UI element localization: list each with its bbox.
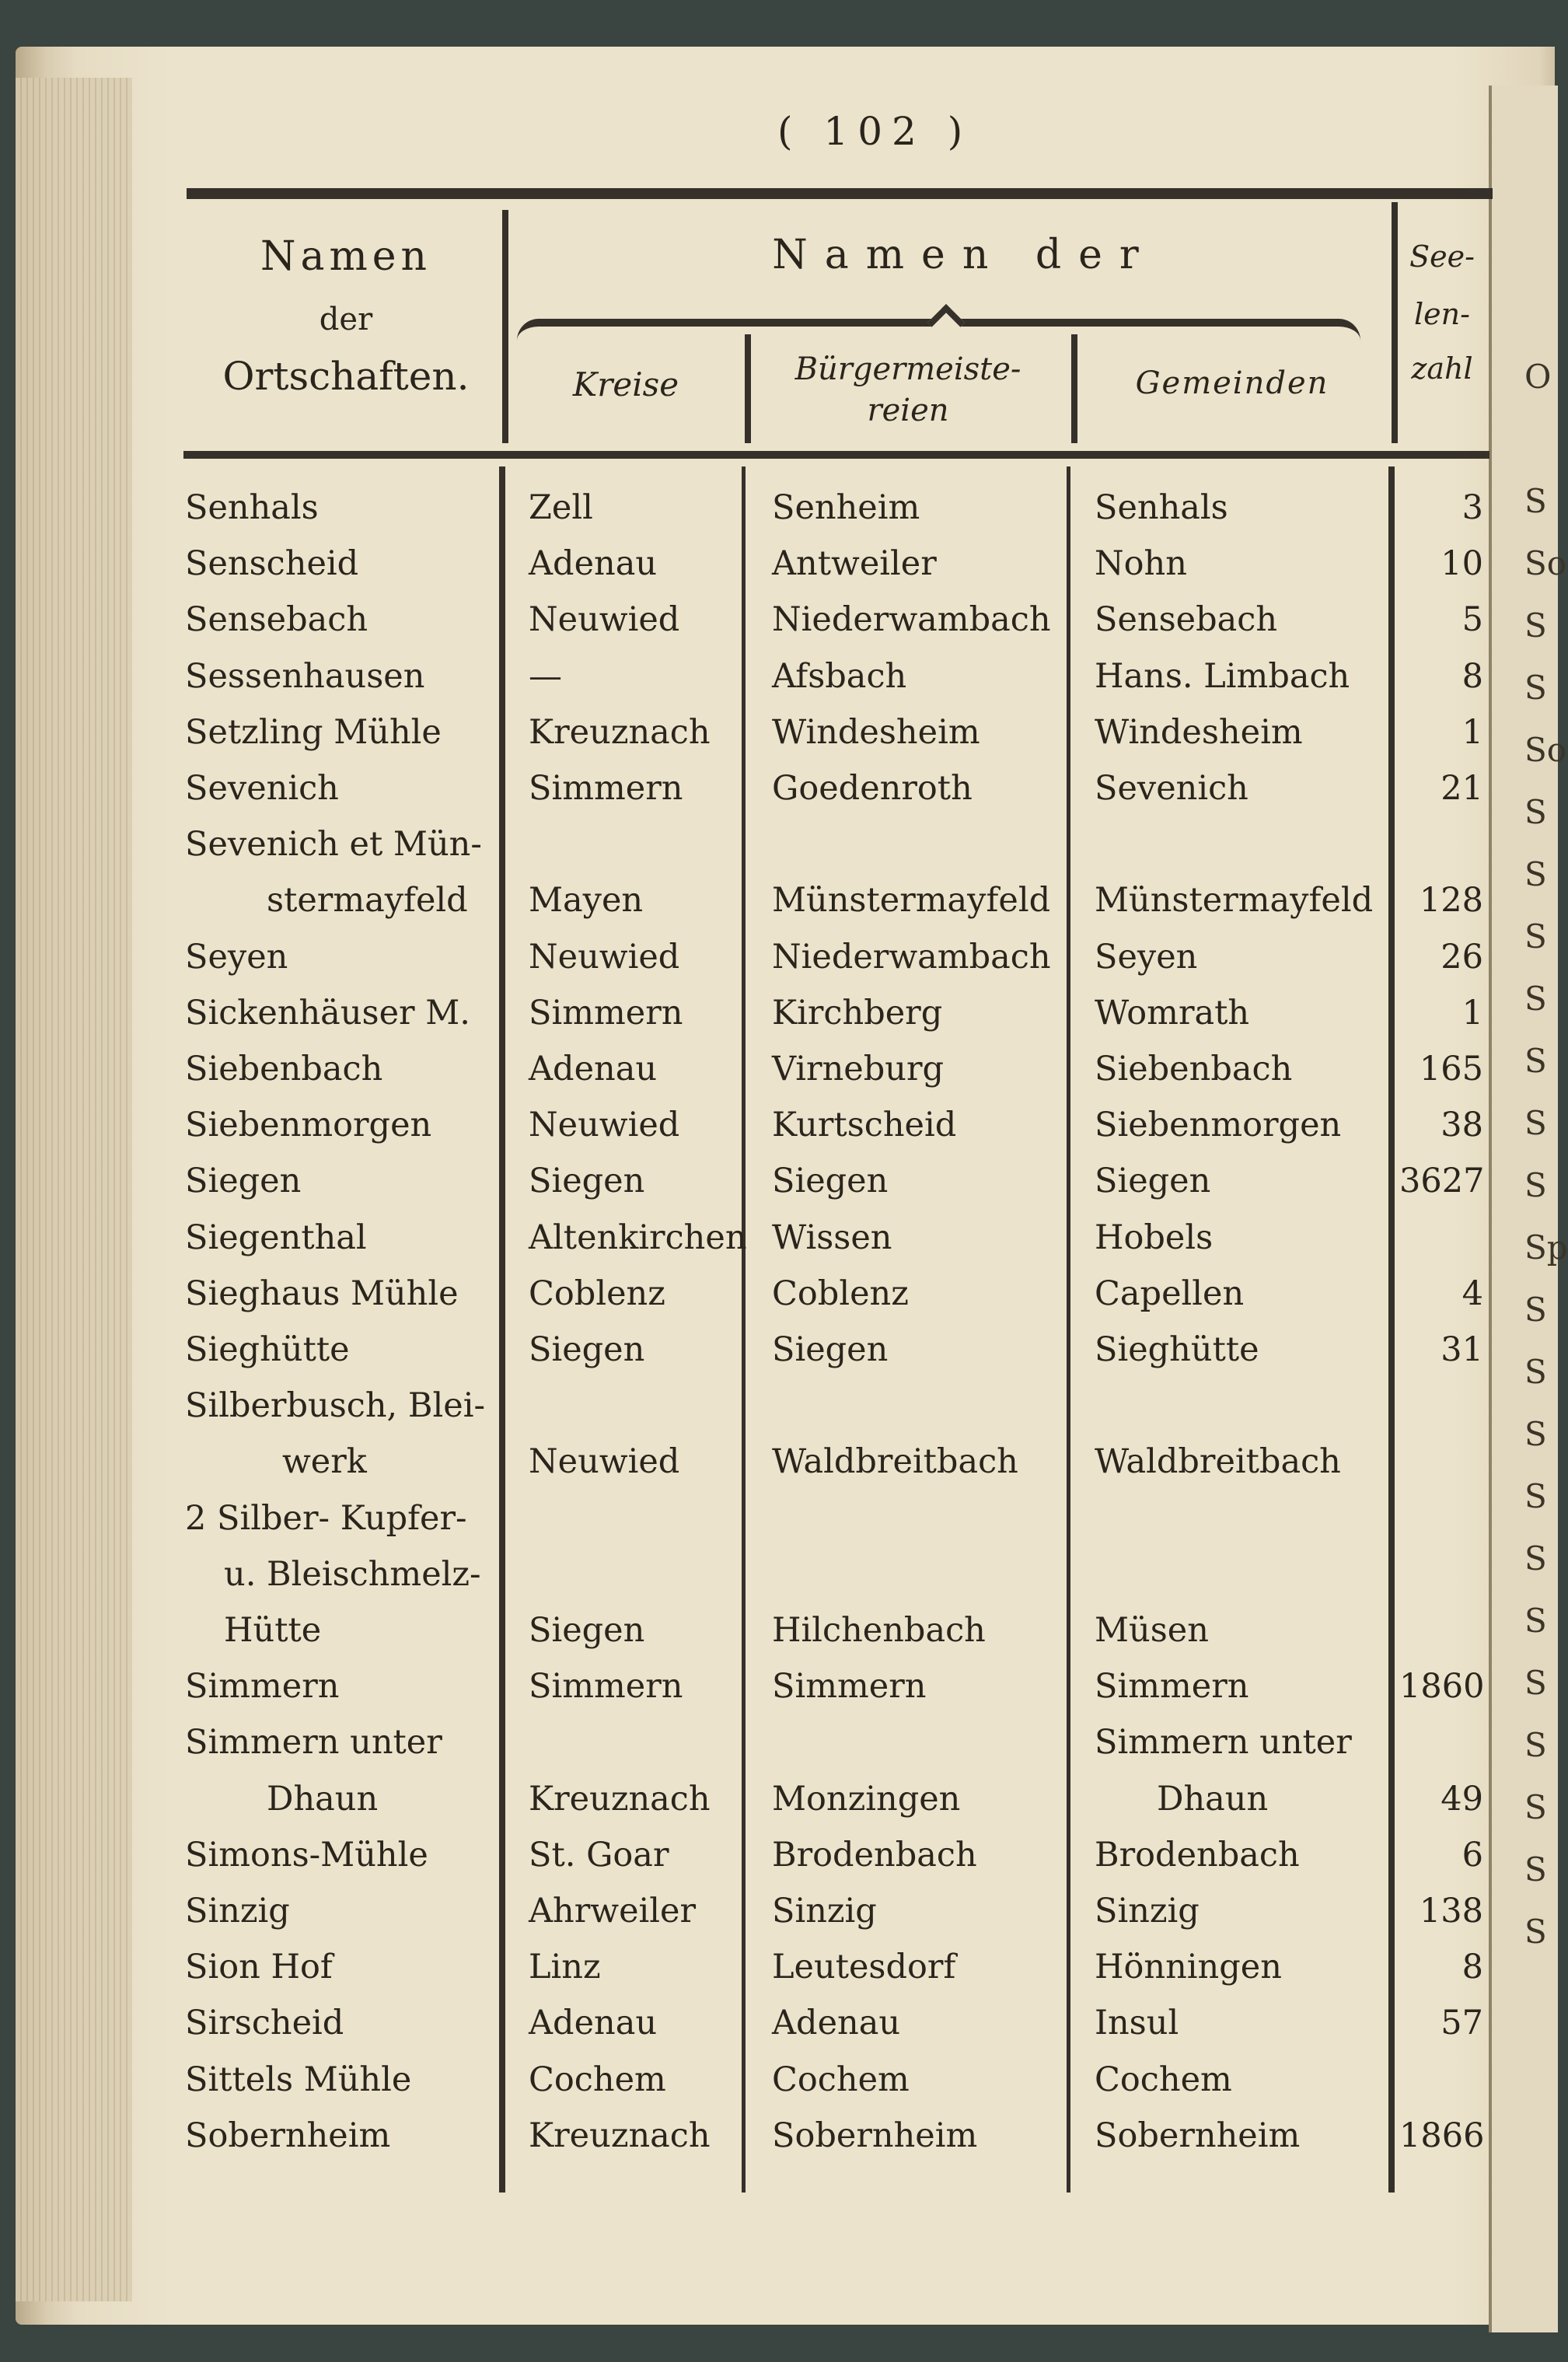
gemeinde-cell: Siebenmorgen [1095,1106,1342,1144]
facing-page-edge [1489,86,1568,2332]
facing-page-letter: S [1524,1353,1547,1391]
kreis-cell: Simmern [529,1667,683,1706]
kreis-cell: Neuwied [529,938,680,977]
facing-page-letter: S [1524,1602,1547,1640]
place-cell: werk [282,1442,367,1481]
buergermeisterei-cell: Hilchenbach [772,1611,986,1650]
kreis-cell: Siegen [529,1162,645,1200]
gemeinde-cell: Senhals [1095,488,1228,527]
column-rule [1388,466,1395,2193]
header-place-line2: der [319,302,373,337]
header-place-line1: Namen [260,233,432,280]
table-top-rule [187,188,1493,199]
buergermeisterei-cell: Brodenbach [772,1836,977,1875]
facing-page-letter: Sp [1524,1228,1568,1267]
buergermeisterei-cell: Sinzig [772,1892,877,1930]
facing-page-letter: S [1524,1913,1547,1951]
place-cell: Sirscheid [185,2004,344,2042]
place-cell: Dhaun [267,1780,379,1819]
facing-page-letter: S [1524,1477,1547,1515]
kreis-cell: Zell [529,488,593,527]
kreis-cell: Linz [529,1948,601,1986]
seelenzahl-cell: 1866 [1399,2116,1485,2155]
buergermeisterei-cell: Senheim [772,488,920,527]
place-cell: Siebenbach [185,1050,383,1088]
seelenzahl-cell: 128 [1419,881,1483,920]
kreis-cell: St. Goar [529,1836,669,1875]
seelenzahl-cell: 138 [1419,1892,1483,1930]
header-seelenzahl-line2: len- [1414,297,1470,331]
kreis-cell: Simmern [529,769,683,808]
kreis-cell: Kreuznach [529,1780,711,1819]
buergermeisterei-cell: Kirchberg [772,994,943,1033]
header-kreise: Kreise [572,365,679,404]
place-cell: Seyen [185,938,288,977]
gemeinde-cell: Simmern [1095,1667,1249,1706]
header-buergermeistereien-line2: reien [867,393,949,428]
gemeinde-cell: Sobernheim [1095,2116,1301,2155]
buergermeisterei-cell: Cochem [772,2060,910,2099]
seelenzahl-cell: 165 [1419,1050,1483,1088]
seelenzahl-cell: 57 [1441,2004,1483,2042]
column-rule [1392,202,1398,443]
place-cell: Sittels Mühle [185,2060,412,2099]
buergermeisterei-cell: Wissen [772,1218,892,1257]
kreis-cell: Adenau [529,1050,658,1088]
gemeinde-cell: Nohn [1095,544,1187,583]
kreis-cell: Ahrweiler [529,1892,697,1930]
facing-page-letter: S [1524,1166,1547,1204]
place-cell: Sinzig [185,1892,290,1930]
buergermeisterei-cell: Antweiler [772,544,937,583]
seelenzahl-cell: 49 [1441,1780,1483,1819]
buergermeisterei-cell: Simmern [772,1667,927,1706]
facing-page-letter: S [1524,793,1547,831]
header-gemeinden: Gemeinden [1135,365,1329,401]
buergermeisterei-cell: Goedenroth [772,769,973,808]
kreis-cell: Kreuznach [529,2116,711,2155]
place-cell: Senhals [185,488,319,527]
seelenzahl-cell: 21 [1441,769,1483,808]
place-cell: Simmern unter [185,1723,442,1762]
header-seelenzahl-line3: zahl [1411,351,1473,386]
place-cell: Simmern [185,1667,340,1706]
place-cell: Sensebach [185,600,368,639]
page-stack-edge [16,78,132,2301]
gemeinde-cell: Cochem [1095,2060,1232,2099]
kreis-cell: Coblenz [529,1274,665,1313]
header-place-line3: Ortschaften. [222,354,470,399]
buergermeisterei-cell: Coblenz [772,1274,909,1313]
gemeinde-cell: Sieghütte [1095,1330,1259,1369]
place-cell: Siegen [185,1162,302,1200]
seelenzahl-cell: 8 [1461,657,1483,696]
seelenzahl-cell: 38 [1441,1106,1483,1144]
gemeinde-cell: Hönningen [1095,1948,1282,1986]
kreis-cell: Adenau [529,2004,658,2042]
facing-page-letter: S [1524,669,1547,707]
place-cell: u. Bleischmelz- [224,1555,481,1594]
gemeinde-cell: Hans. Limbach [1095,657,1350,696]
buergermeisterei-cell: Sobernheim [772,2116,978,2155]
place-cell: 2 Silber- Kupfer- [185,1499,467,1538]
place-cell: Siegenthal [185,1218,367,1257]
column-rule [745,334,751,443]
column-rule [502,210,508,443]
facing-page-letter: S [1524,1664,1547,1702]
gemeinde-cell: Windesheim [1095,713,1303,752]
column-rule [1067,466,1070,2193]
seelenzahl-cell: 1 [1461,994,1483,1033]
gemeinde-cell: Siegen [1095,1162,1211,1200]
place-cell: Senscheid [185,544,359,583]
buergermeisterei-cell: Münstermayfeld [772,881,1051,920]
kreis-cell: Altenkirchen [529,1218,747,1257]
facing-page-letter: S [1524,1539,1547,1578]
seelenzahl-cell: 8 [1461,1948,1483,1986]
kreis-cell: Kreuznach [529,713,711,752]
seelenzahl-cell: 31 [1441,1330,1483,1369]
seelenzahl-cell: 6 [1461,1836,1483,1875]
gemeinde-cell: Müsen [1095,1611,1209,1650]
place-cell: stermayfeld [267,881,468,920]
kreis-cell: Simmern [529,994,683,1033]
gemeinde-cell: Hobels [1095,1218,1214,1257]
gemeinde-cell: Seyen [1095,938,1198,977]
facing-page-letter: S [1524,917,1547,956]
buergermeisterei-cell: Adenau [772,2004,901,2042]
facing-page-letter: S [1524,855,1547,893]
kreis-cell: Cochem [529,2060,666,2099]
place-cell: Sieghütte [185,1330,350,1369]
seelenzahl-cell: 26 [1441,938,1483,977]
facing-page-letter: So [1524,731,1567,769]
header-seelenzahl-line1: See- [1409,239,1475,274]
buergermeisterei-cell: Siegen [772,1330,889,1369]
facing-page-letter: O [1524,358,1552,396]
facing-page-letter: S [1524,482,1547,520]
column-rule [742,466,746,2193]
buergermeisterei-cell: Kurtscheid [772,1106,957,1144]
facing-page-letter: S [1524,1788,1547,1826]
page-number: ( 102 ) [777,109,973,154]
column-rule [499,466,505,2193]
gemeinde-cell: Siebenbach [1095,1050,1293,1088]
facing-page-letter: S [1524,1104,1547,1142]
buergermeisterei-cell: Leutesdorf [772,1948,956,1986]
facing-page-letter: S [1524,980,1547,1018]
place-cell: Sevenich et Mün- [185,825,482,864]
gemeinde-cell: Insul [1095,2004,1179,2042]
buergermeisterei-cell: Monzingen [772,1780,961,1819]
gemeinde-cell: Münstermayfeld [1095,881,1374,920]
kreis-cell: Neuwied [529,1106,680,1144]
seelenzahl-cell: 4 [1461,1274,1483,1313]
gemeinde-cell: Sevenich [1095,769,1248,808]
kreis-cell: Siegen [529,1611,645,1650]
kreis-cell: Mayen [529,881,644,920]
place-cell: Setzling Mühle [185,713,442,752]
header-buergermeistereien-line1: Bürgermeiste- [794,351,1021,387]
gemeinde-cell: Simmern unter [1095,1723,1352,1762]
place-cell: Sevenich [185,769,339,808]
buergermeisterei-cell: Siegen [772,1162,889,1200]
seelenzahl-cell: 3627 [1399,1162,1485,1200]
place-cell: Sieghaus Mühle [185,1274,459,1313]
kreis-cell: Neuwied [529,600,680,639]
gemeinde-cell: Sinzig [1095,1892,1200,1930]
gemeinde-cell: Sensebach [1095,600,1278,639]
place-cell: Sobernheim [185,2116,391,2155]
place-cell: Silberbusch, Blei- [185,1386,485,1425]
seelenzahl-cell: 1 [1461,713,1483,752]
seelenzahl-cell: 5 [1461,600,1483,639]
gemeinde-cell: Dhaun [1157,1780,1269,1819]
facing-page-letter: S [1524,1850,1547,1889]
seelenzahl-cell: 10 [1441,544,1483,583]
facing-page-letter: S [1524,1415,1547,1453]
buergermeisterei-cell: Virneburg [772,1050,945,1088]
buergermeisterei-cell: Waldbreitbach [772,1442,1018,1481]
facing-page-letter: S [1524,1726,1547,1764]
kreis-cell: Neuwied [529,1442,680,1481]
header-group-title: Namen der [772,232,1156,278]
gemeinde-cell: Capellen [1095,1274,1245,1313]
kreis-cell: — [529,657,562,696]
place-cell: Simons-Mühle [185,1836,428,1875]
facing-page-letter: S [1524,606,1547,645]
place-cell: Siebenmorgen [185,1106,432,1144]
place-cell: Sion Hof [185,1948,333,1986]
buergermeisterei-cell: Afsbach [772,657,907,696]
kreis-cell: Siegen [529,1330,645,1369]
buergermeisterei-cell: Windesheim [772,713,980,752]
facing-page-letter: S [1524,1291,1547,1329]
facing-page-letter: So [1524,544,1567,582]
seelenzahl-cell: 1860 [1399,1667,1485,1706]
place-cell: Sickenhäuser M. [185,994,470,1033]
gemeinde-cell: Brodenbach [1095,1836,1300,1875]
place-cell: Hütte [224,1611,322,1650]
seelenzahl-cell: 3 [1461,488,1483,527]
place-cell: Sessenhausen [185,657,425,696]
buergermeisterei-cell: Niederwambach [772,600,1051,639]
header-bottom-rule [183,451,1489,459]
kreis-cell: Adenau [529,544,658,583]
buergermeisterei-cell: Niederwambach [772,938,1051,977]
facing-page-letter: S [1524,1042,1547,1080]
gemeinde-cell: Waldbreitbach [1095,1442,1341,1481]
gemeinde-cell: Womrath [1095,994,1250,1033]
